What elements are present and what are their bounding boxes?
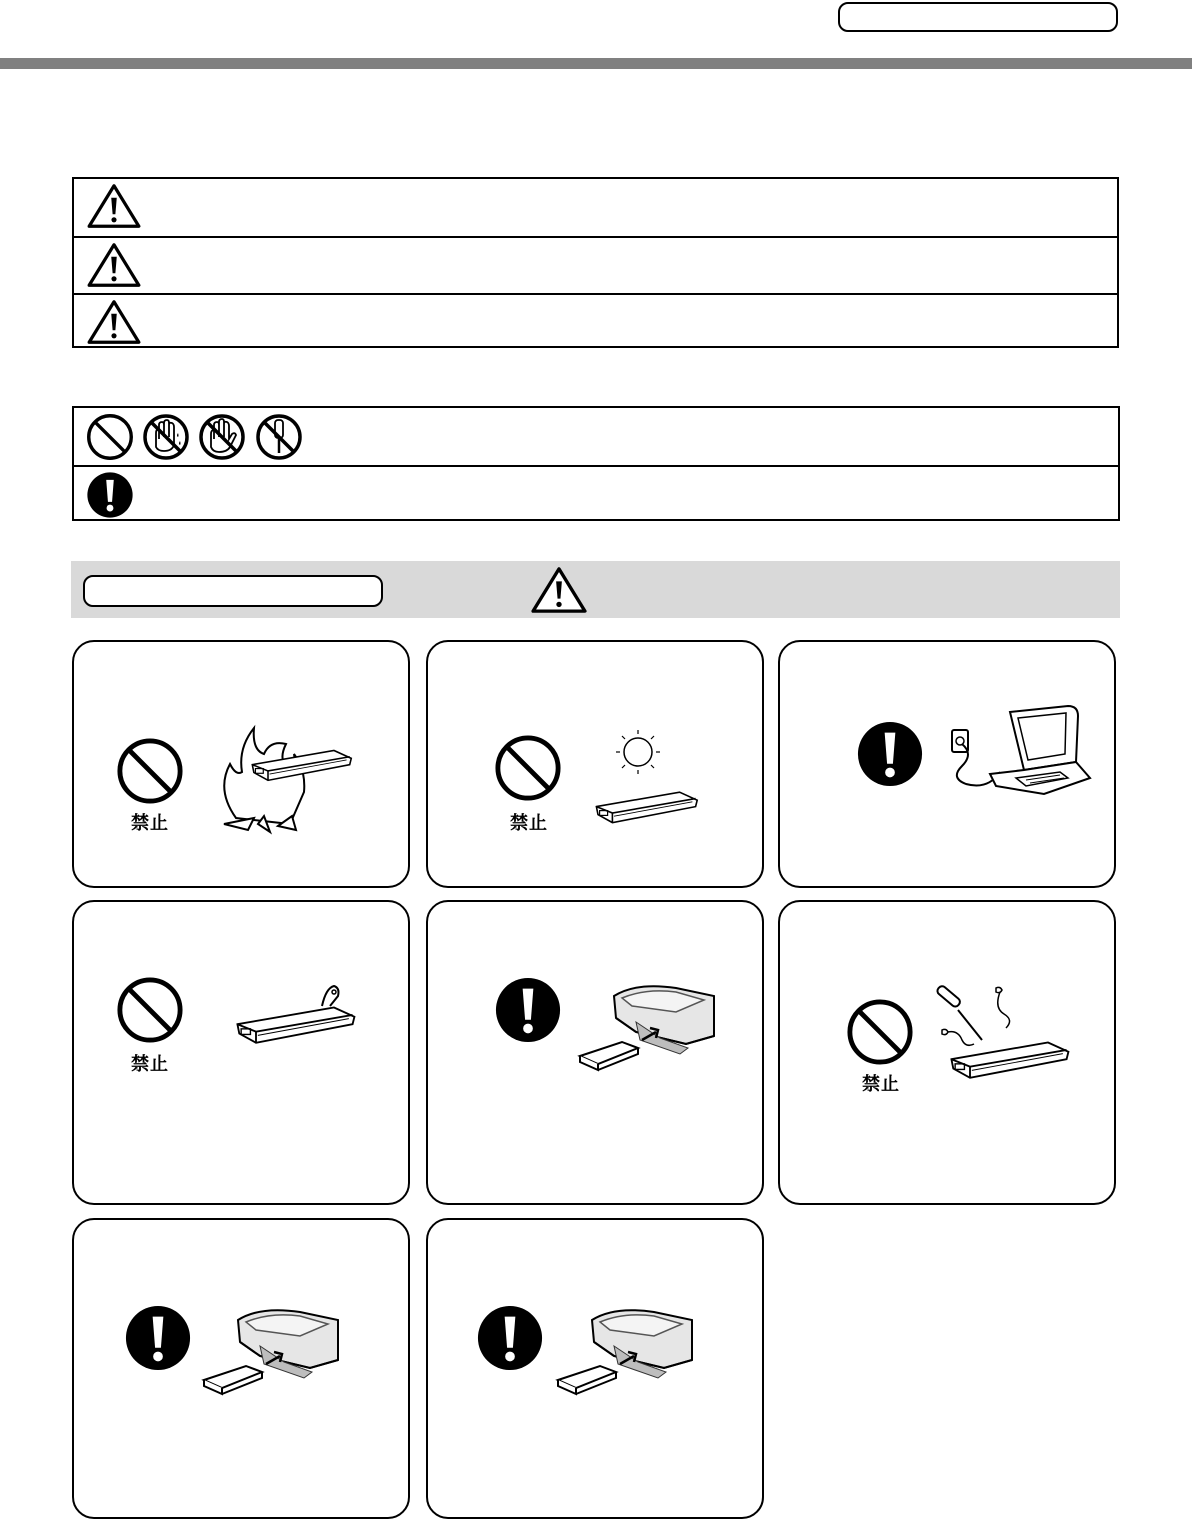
caution-card-insert bbox=[426, 900, 764, 1205]
battery-insert-illustration bbox=[576, 978, 716, 1078]
symbol-row-prohibitions bbox=[74, 408, 1118, 465]
battery-in-fire-illustration bbox=[214, 720, 364, 835]
mandatory-action-icon bbox=[856, 720, 924, 788]
prohibition-icon bbox=[86, 413, 134, 461]
symbol-row-mandatory bbox=[74, 465, 1118, 522]
signal-row-3 bbox=[74, 293, 1117, 350]
header-label-box bbox=[838, 2, 1118, 32]
caution-card-tab bbox=[72, 900, 410, 1205]
warning-triangle-icon bbox=[86, 299, 142, 345]
prohibited-label: 禁止 bbox=[510, 813, 548, 834]
caution-card-fire bbox=[72, 640, 410, 888]
mandatory-action-icon bbox=[494, 976, 562, 1044]
sun-illustration bbox=[588, 726, 708, 780]
mandatory-action-icon bbox=[86, 471, 134, 519]
section-heading-band bbox=[71, 561, 1120, 618]
warning-triangle-icon bbox=[530, 566, 588, 614]
symbol-legend-table bbox=[72, 406, 1120, 521]
prohibited-label: 禁止 bbox=[131, 1054, 169, 1075]
prohibition-icon bbox=[116, 976, 184, 1044]
no-touch-icon bbox=[198, 413, 246, 461]
mandatory-action-icon bbox=[476, 1304, 544, 1372]
header-rule bbox=[0, 58, 1192, 69]
prohibited-label: 禁止 bbox=[131, 813, 169, 834]
warning-triangle-icon bbox=[86, 242, 142, 288]
caution-card-insert-3 bbox=[426, 1218, 764, 1519]
caution-card-heat bbox=[426, 640, 764, 888]
battery-insert-illustration bbox=[554, 1302, 694, 1402]
battery-insert-illustration bbox=[200, 1302, 340, 1402]
caution-card-insert-2 bbox=[72, 1218, 410, 1519]
battery-illustration bbox=[590, 786, 702, 832]
warning-triangle-icon bbox=[86, 183, 142, 229]
prohibition-icon bbox=[494, 734, 562, 802]
no-disassembly-icon bbox=[255, 413, 303, 461]
prohibition-icon bbox=[846, 998, 914, 1066]
signal-word-table bbox=[72, 177, 1119, 348]
laptop-plugged-in-illustration bbox=[944, 704, 1094, 804]
caution-card-charge bbox=[778, 640, 1116, 888]
mandatory-action-icon bbox=[124, 1304, 192, 1372]
signal-row-1 bbox=[74, 179, 1117, 236]
section-title-box bbox=[83, 575, 383, 607]
no-wet-hands-icon bbox=[142, 413, 190, 461]
caution-card-disassembly bbox=[778, 900, 1116, 1205]
battery-with-screwdriver-illustration bbox=[934, 984, 1074, 1096]
prohibited-label: 禁止 bbox=[862, 1074, 900, 1095]
signal-row-2 bbox=[74, 236, 1117, 293]
battery-with-tab-illustration bbox=[230, 982, 360, 1060]
prohibition-icon bbox=[116, 737, 184, 805]
